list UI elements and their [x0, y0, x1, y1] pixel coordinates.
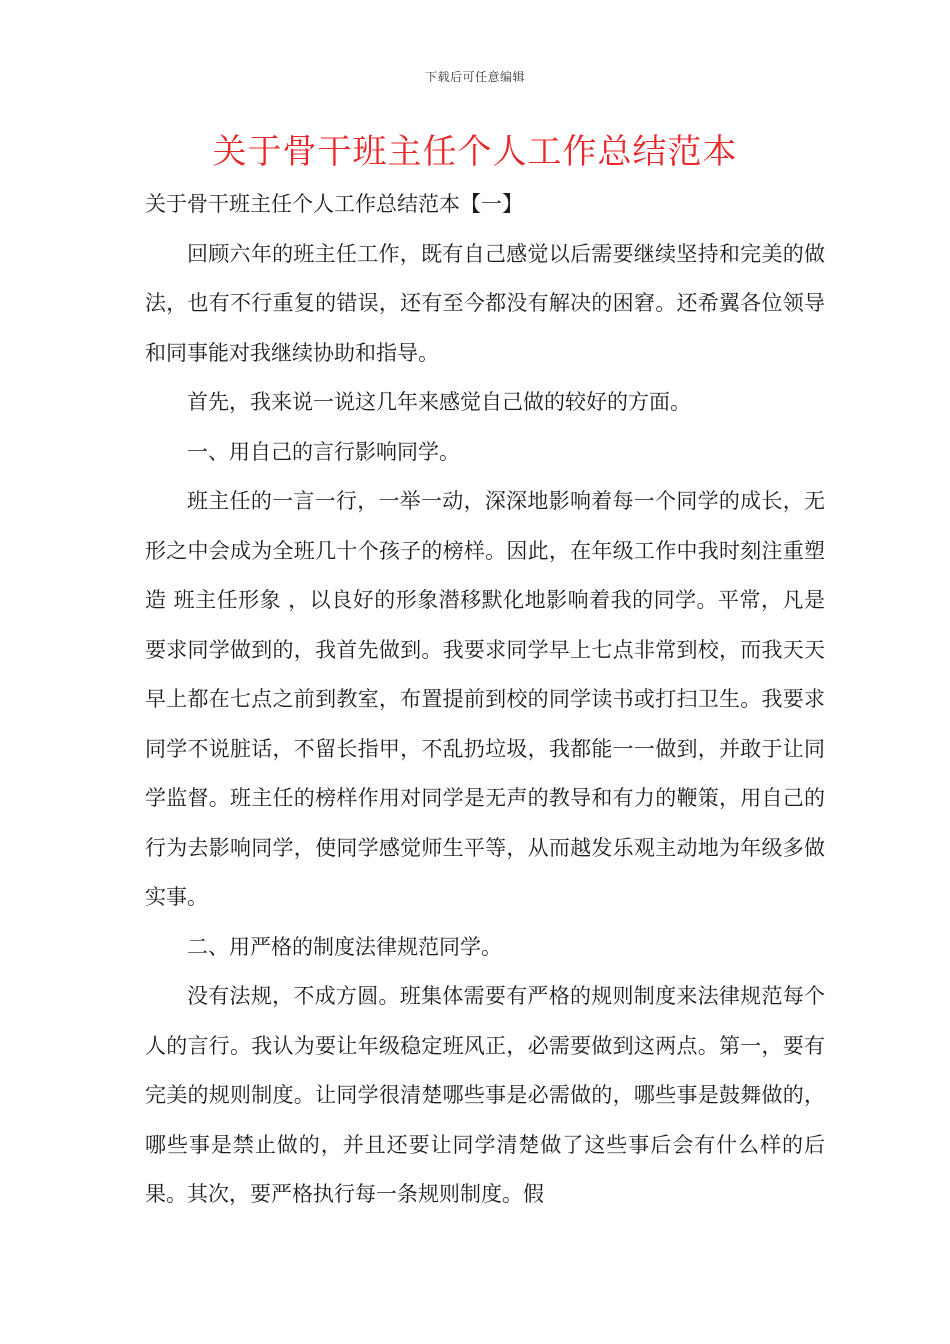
section-subtitle: 关于骨干班主任个人工作总结范本【一】 [145, 192, 523, 216]
paragraph-role-model: 班主任的一言一行，一举一动，深深地影响着每一个同学的成长，无形之中会成为全班几十个孩子的榜样。因此，在年级工作中我时刻注重塑造 班主任形象 ，以良好的形象潜移默化地影响着我的同学。平常，凡是要求同学做到的，我首先做到。我要求同学早上七点非常到校，而我天天早上都在七点之前到教室，布置提前到校的同学读书或打扫卫生。我要求同学不说脏话，不留长指甲，不乱扔垃圾，我都能一一做到，并敢于让同学监督。班主任的榜样作用对同学是无声的教导和有力的鞭策，用自己的行为去影响同学，使同学感觉师生平等，从而越发乐观主动地为年级多做实事。 [145, 489, 825, 909]
heading-point-two: 二、用严格的制度法律规范同学。 [187, 934, 502, 959]
document-title: 关于骨干班主任个人工作总结范本 [212, 132, 738, 172]
paragraph-review: 回顾六年的班主任工作，既有自己感觉以后需要继续坚持和完美的做法，也有不行重复的错误，还有至今都没有解决的困窘。还希翼各位领导和同事能对我继续协助和指导。 [145, 241, 825, 365]
document-body [145, 180, 825, 1220]
paragraph-rules: 没有法规，不成方圆。班集体需要有严格的规则制度来法律规范每个人的言行。我认为要让年级稳定班风正，必需要做到这两点。第一，要有完美的规则制度。让同学很清楚哪些事是必需做的，哪些事是鼓舞做的，哪些事是禁止做的，并且还要让同学清楚做了这些事后会有什么样的后果。其次，要严格执行每一条规则制度。假 [145, 984, 825, 1206]
heading-point-one: 一、用自己的言行影响同学。 [187, 439, 460, 464]
paragraph-intro: 首先，我来说一说这几年来感觉自己做的较好的方面。 [187, 390, 691, 414]
header-note: 下载后可任意编辑 [424, 70, 525, 84]
